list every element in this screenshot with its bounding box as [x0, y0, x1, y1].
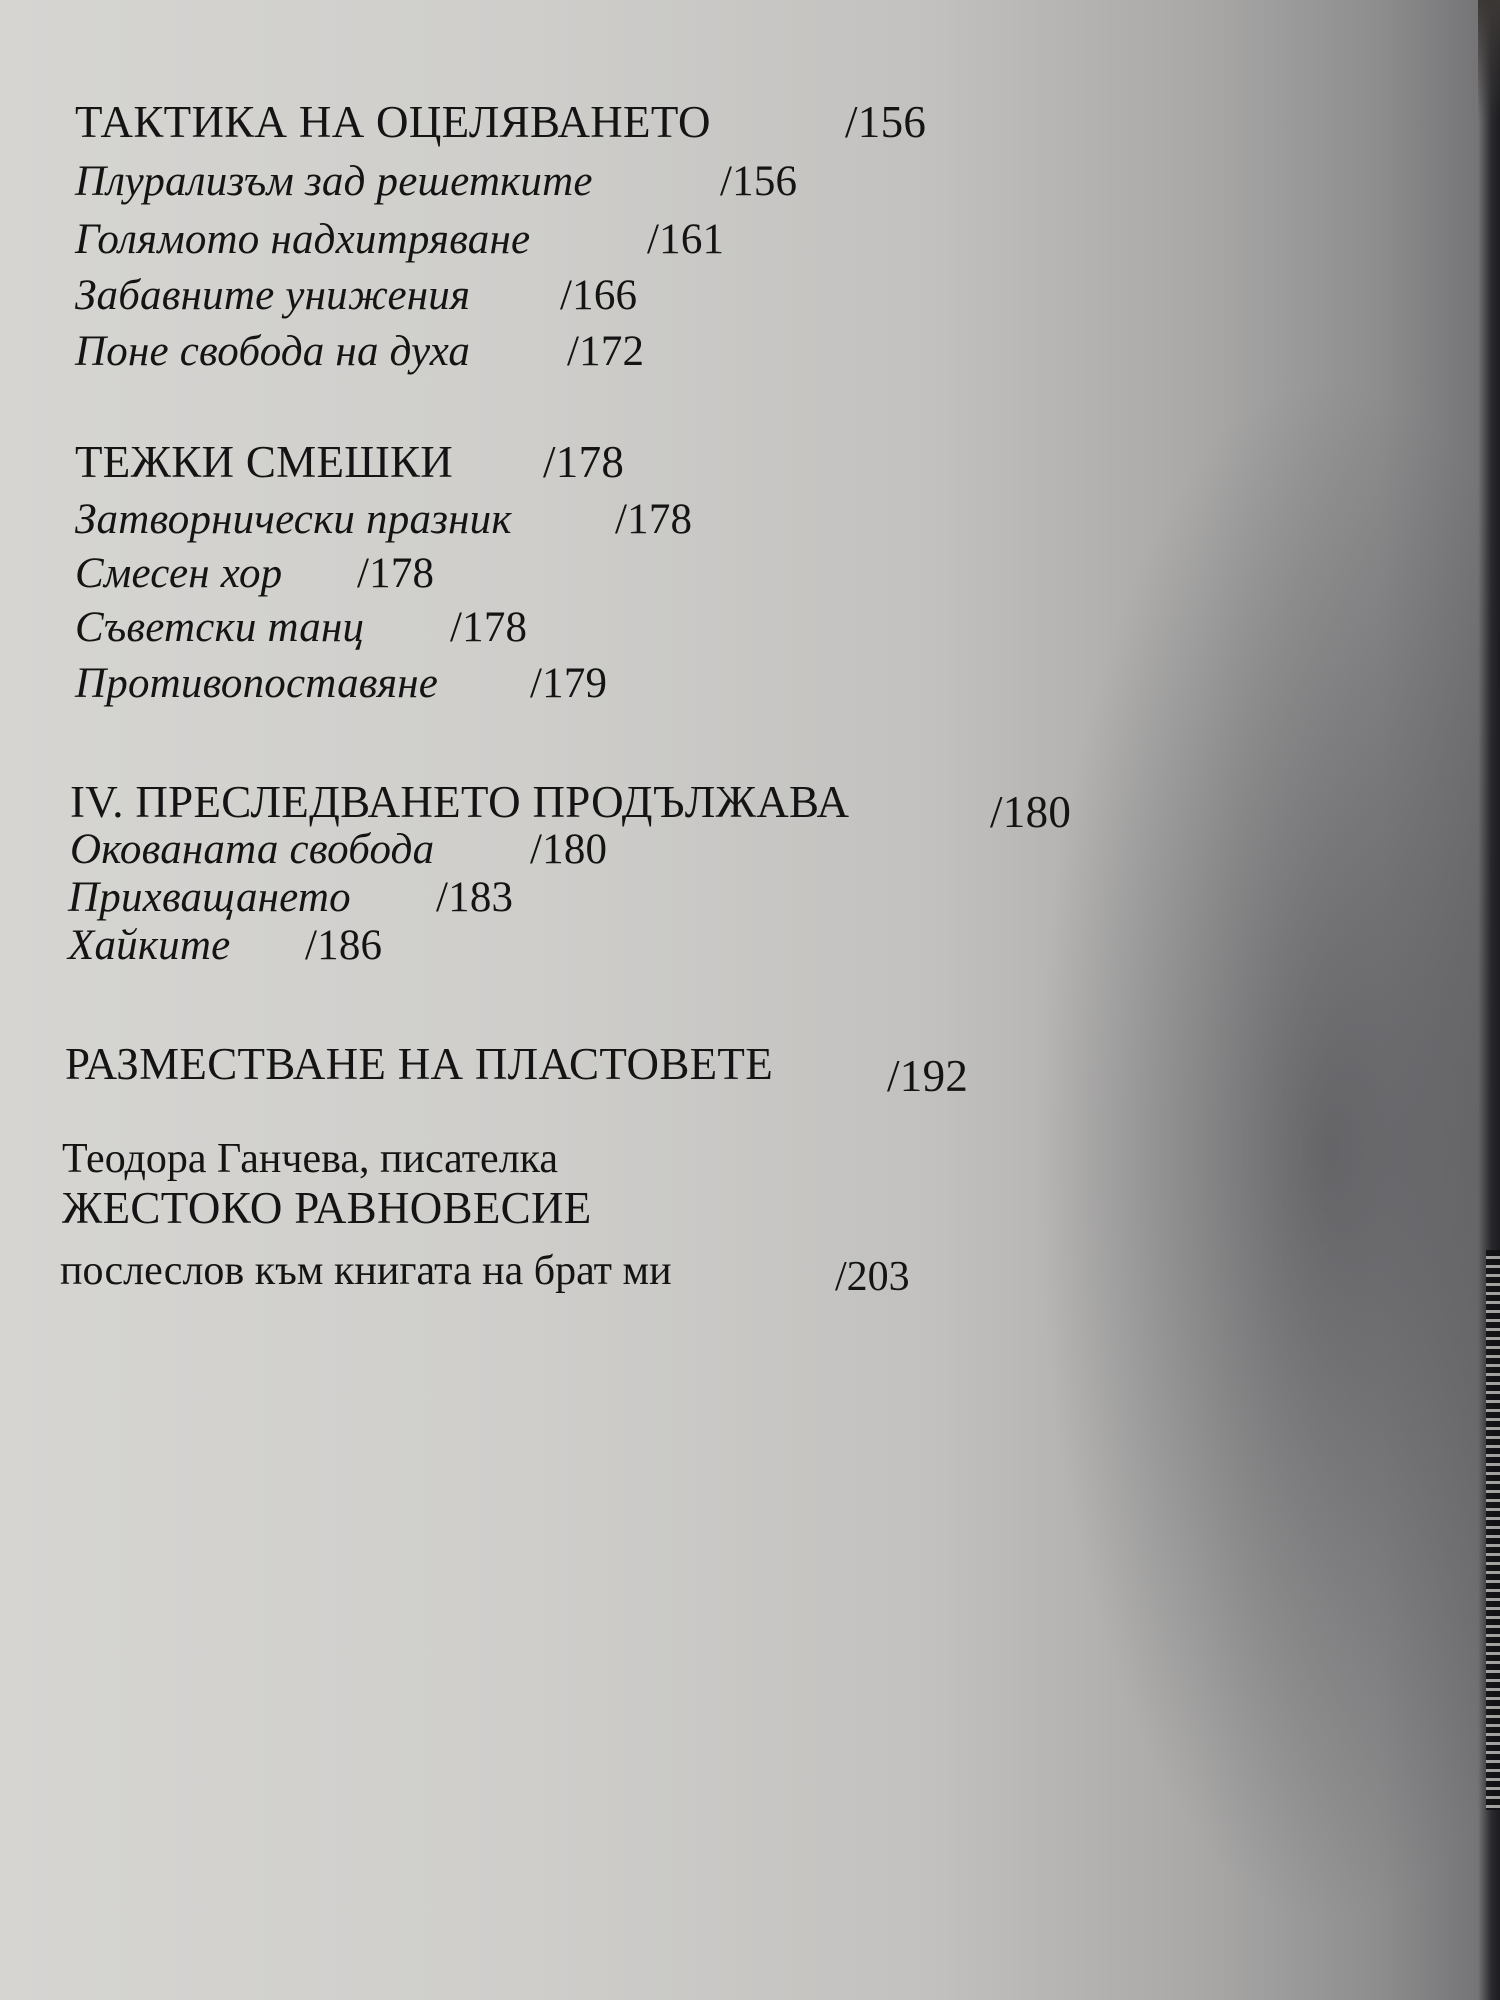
- toc-section-heading: [65, 1039, 969, 1101]
- toc-page-number: /156: [720, 158, 798, 205]
- toc-heading-title: IV. ПРЕСЛЕДВАНЕТО ПРОДЪЛЖАВА: [70, 777, 850, 827]
- toc-page-number: /178: [543, 437, 625, 487]
- toc-section-heading: [75, 437, 625, 487]
- toc-page-number: /180: [530, 826, 608, 873]
- toc-entry-title: Голямото надхитряване: [75, 216, 531, 263]
- toc-page-number: /179: [530, 660, 608, 707]
- toc-entry-title: Прихващането: [68, 874, 351, 921]
- toc-entry-title: Хайките: [68, 922, 231, 969]
- toc-page-number: /161: [647, 216, 725, 263]
- toc-entry: [75, 604, 528, 651]
- toc-entry: [75, 328, 645, 375]
- toc-entry-title: Окованата свобода: [70, 826, 435, 873]
- afterword-author-text: Теодора Ганчева, писателка: [62, 1136, 559, 1182]
- toc-entry: [68, 874, 514, 921]
- afterword-title: [62, 1183, 592, 1233]
- toc-entry: [75, 216, 725, 263]
- toc-page-number: /172: [567, 328, 645, 375]
- toc-page-number: /203: [835, 1254, 910, 1300]
- toc-entry: [70, 826, 608, 873]
- toc-heading-title: РАЗМЕСТВАНЕ НА ПЛАСТОВЕТЕ: [65, 1039, 774, 1089]
- toc-entry: [75, 660, 608, 707]
- toc-page-number: /156: [845, 97, 927, 147]
- afterword-entry: [60, 1248, 910, 1300]
- toc-entry-title: Противопоставяне: [75, 660, 439, 707]
- toc-entry-title: Смесен хор: [75, 550, 283, 597]
- toc-entry-title: Затворнически празник: [75, 496, 512, 543]
- toc-entry-title: Поне свобода на духа: [75, 328, 471, 375]
- toc-heading-title: ТЕЖКИ СМЕШКИ: [75, 437, 454, 487]
- toc-page-number: /180: [990, 787, 1072, 837]
- afterword-author: [62, 1138, 558, 1180]
- toc-entry: [75, 496, 693, 543]
- toc-page-number: /178: [357, 550, 435, 597]
- toc-section-heading: [70, 777, 1072, 837]
- toc-entry-title: Забавните унижения: [75, 272, 471, 319]
- toc-page-number: /192: [887, 1051, 969, 1101]
- toc-page-number: /166: [560, 272, 638, 319]
- afterword-title-text: ЖЕСТОКО РАВНОВЕСИЕ: [62, 1183, 592, 1233]
- toc-entry: [75, 550, 435, 597]
- toc-entry-title: Съветски танц: [75, 604, 365, 651]
- toc-entry-title: Плурализъм зад решетките: [75, 158, 593, 205]
- toc-entry: [75, 158, 798, 205]
- toc-page-number: /186: [305, 922, 383, 969]
- toc-heading-title: ТАКТИКА НА ОЦЕЛЯВАНЕТО: [75, 97, 711, 147]
- toc-section-heading: [75, 97, 927, 147]
- afterword-subtitle: послеслов към книгата на брат ми: [60, 1248, 672, 1294]
- toc-page-number: /178: [450, 604, 528, 651]
- toc-entry: [68, 922, 383, 969]
- toc-page-number: /183: [436, 874, 514, 921]
- toc-page-number: /178: [615, 496, 693, 543]
- toc-entry: [75, 272, 638, 319]
